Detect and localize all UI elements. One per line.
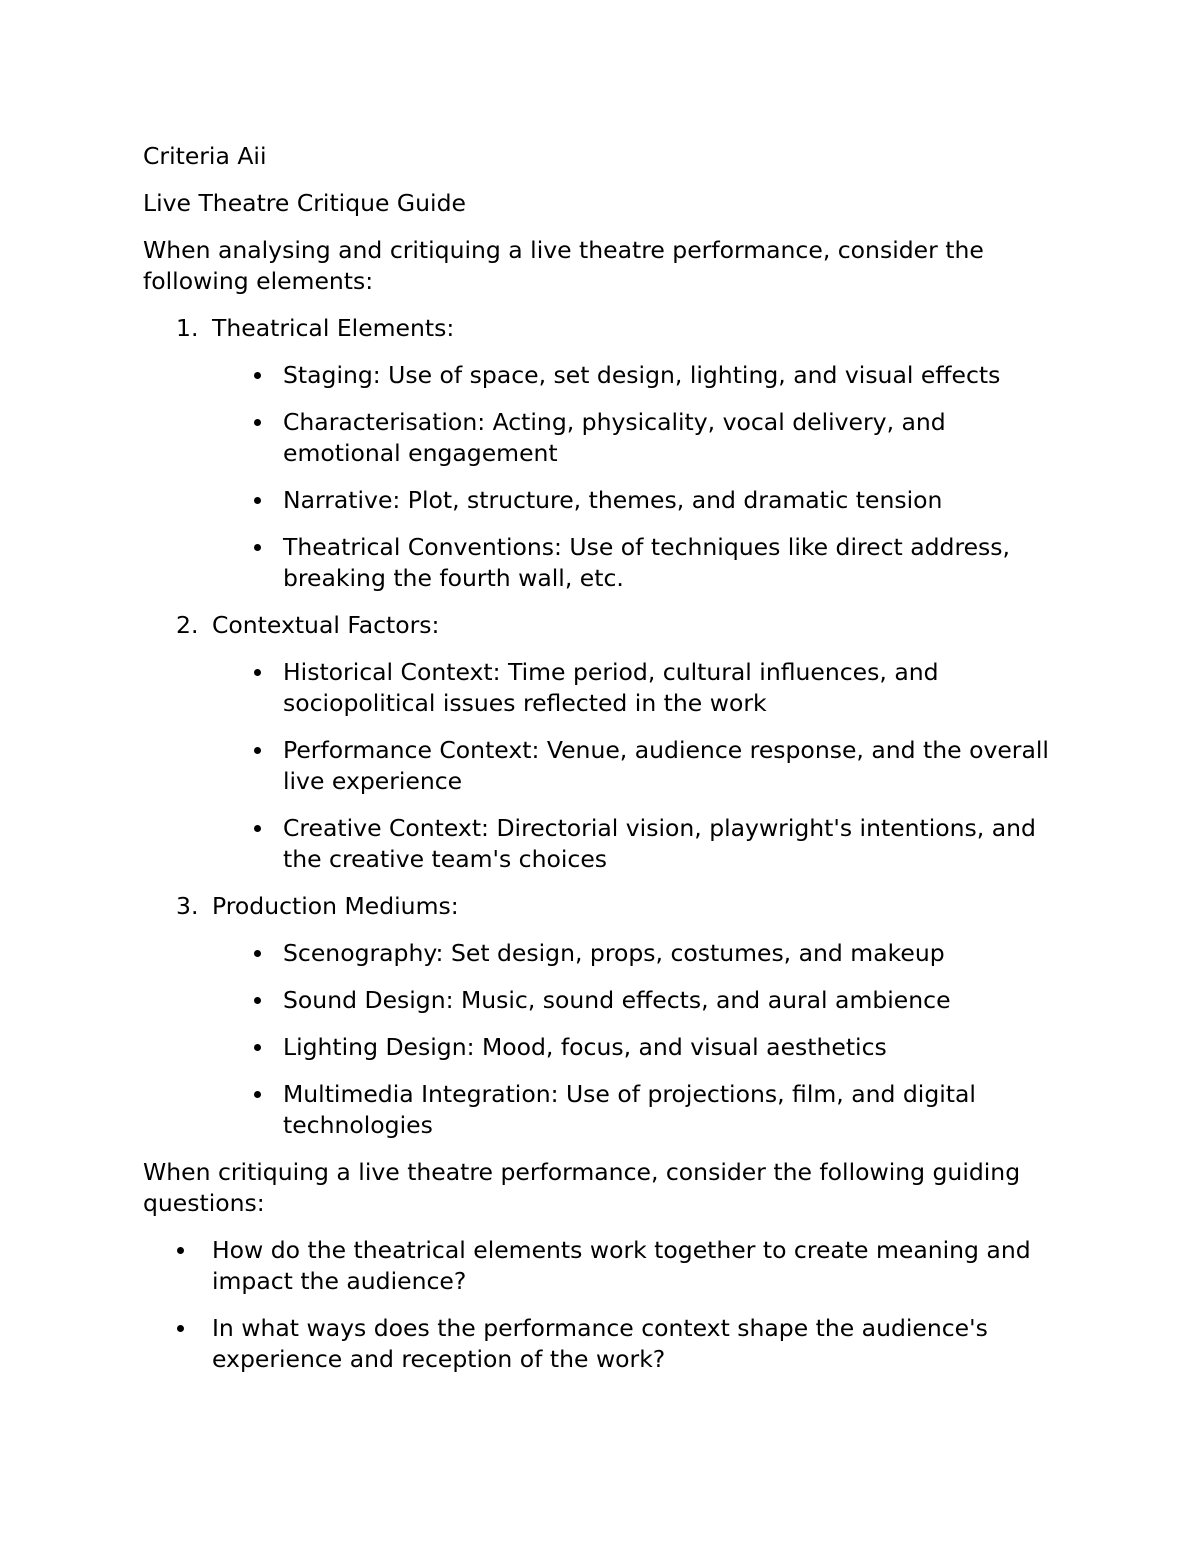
intro-paragraph: When analysing and critiquing a live theatre performance, consider the following elements: [143,236,984,295]
list-item: How do the theatrical elements work together to create meaning and impact the audience? [143,1235,1063,1297]
section-theatrical-elements [143,313,1063,594]
bullet-icon [177,1247,184,1254]
bullet-icon [254,419,261,426]
document-page [143,141,1063,1391]
bullet-icon [177,1325,184,1332]
bullet-icon [254,497,261,504]
section-items [143,657,1063,875]
section-heading: Production Mediums: [212,892,459,920]
bullet-icon [254,544,261,551]
bullet-icon [254,825,261,832]
section-heading: Contextual Factors: [212,611,440,639]
bullet-icon [254,372,261,379]
list-item: Lighting Design: Mood, focus, and visual aesthetics [143,1032,1063,1063]
bullet-icon [254,997,261,1004]
section-items [143,360,1063,594]
list-item: Performance Context: Venue, audience response, and the overall live experience [143,735,1063,797]
list-item: Staging: Use of space, set design, lighting, and visual effects [143,360,1063,391]
guiding-questions-list [143,1235,1063,1375]
section-production-mediums [143,891,1063,1141]
bullet-icon [254,1091,261,1098]
bullet-icon [254,747,261,754]
list-item: Characterisation: Acting, physicality, vocal delivery, and emotional engagement [143,407,1063,469]
section-number: 1. [176,314,199,342]
list-item: Multimedia Integration: Use of projections, film, and digital technologies [143,1079,1063,1141]
list-item: Historical Context: Time period, cultural influences, and sociopolitical issues reflected in the work [143,657,1063,719]
section-heading: Theatrical Elements: [212,314,455,342]
questions-intro: When critiquing a live theatre performance, consider the following guiding questions: [143,1158,1021,1217]
section-number: 3. [176,892,199,920]
list-item: In what ways does the performance context shape the audience's experience and reception of the work? [143,1313,1063,1375]
section-contextual-factors [143,610,1063,875]
list-item: Sound Design: Music, sound effects, and aural ambience [143,985,1063,1016]
list-item: Creative Context: Directorial vision, playwright's intentions, and the creative team's choices [143,813,1063,875]
list-item: Scenography: Set design, props, costumes, and makeup [143,938,1063,969]
criteria-label: Criteria Aii [143,142,267,170]
section-number: 2. [176,611,199,639]
list-item: Narrative: Plot, structure, themes, and dramatic tension [143,485,1063,516]
bullet-icon [254,1044,261,1051]
section-items [143,938,1063,1141]
sections-list [143,313,1063,1141]
bullet-icon [254,669,261,676]
document-title: Live Theatre Critique Guide [143,189,466,217]
list-item: Theatrical Conventions: Use of techniques like direct address, breaking the fourth wall, etc. [143,532,1063,594]
bullet-icon [254,950,261,957]
